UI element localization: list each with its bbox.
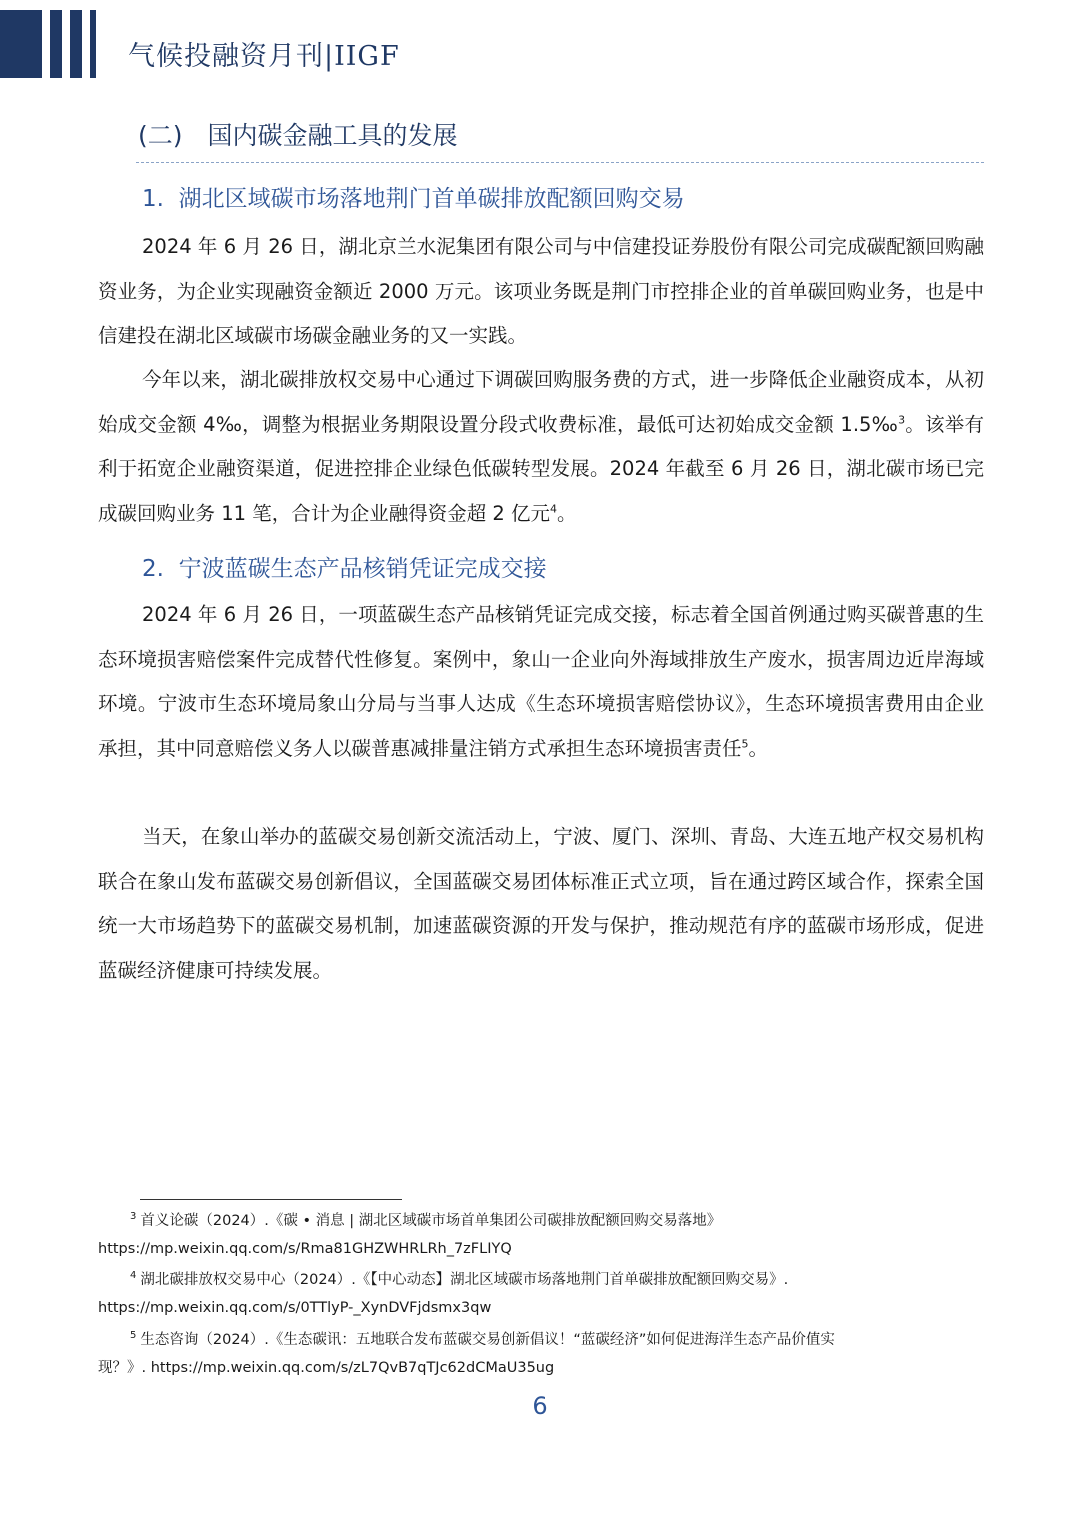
footnote-ref-3[interactable]: 3 [898,413,906,426]
footnote-number: 5 [130,1330,137,1342]
footnote-text[interactable]: 现？》. https://mp.weixin.qq.com/s/zL7QvB7qTJc62dCMaU35ug [98,1360,555,1376]
paragraph-text: 2024 年 6 月 26 日，一项蓝碳生态产品核销凭证完成交接，标志着全国首例通过购买碳普惠的生态环境损害赔偿案件完成替代性修复。案例中，象山一企业向外海域排放生产废水，损害周边近岸海域环境。宁波市生态环境局象山分局与当事人达成《生态环境损害赔偿协议》，生态环境损害费用由企业承担，其中同意赔偿义务人以碳普惠减排量注销方式承担生态环境损害责任 [98,603,984,760]
paragraph-text: 。 [748,736,769,760]
header-bar [70,10,82,78]
page-number: 6 [532,1392,548,1420]
footnote-divider [140,1199,402,1200]
footnote-text: 湖北碳排放权交易中心（2024）.《【中心动态】湖北区域碳市场落地荆门首单碳排放配额回购交易》. [140,1272,789,1288]
footnote-url[interactable]: https://mp.weixin.qq.com/s/0TTlyP-_XynDVFjdsmx3qw [98,1300,492,1316]
paragraph-text: 2024 年 6 月 26 日，湖北京兰水泥集团有限公司与中信建投证券股份有限公司完成碳配额回购融资业务，为企业实现融资金额近 2000 万元。该项业务既是荆门市控排企业的首单碳回购业务，也是中信建投在湖北区域碳市场碳金融业务的又一实践。 [98,235,984,347]
footnote-text: 首义论碳（2024）.《碳 • 消息 | 湖北区域碳市场首单集团公司碳排放配额回购交易落地》 [140,1213,722,1229]
subsection-heading-1: 1. 湖北区域碳市场落地荆门首单碳排放配额回购交易 [142,186,685,212]
paragraph-1-2 [98,358,984,536]
section-title: (二) 国内碳金融工具的发展 [138,121,458,150]
header-bar [0,10,42,78]
paragraph-text: 。该举有利于拓宽企业融资渠道，促进控排企业绿色低碳转型发展。2024 年截至 6 月 26 日，湖北碳市场已完成碳回购业务 11 笔，合计为企业融得资金超 2 亿元 [98,412,984,525]
publication-title: 气候投融资月刊|IIGF [128,41,400,72]
footnote-ref-4[interactable]: 4 [550,502,558,515]
footnote-number: 4 [130,1270,137,1282]
subsection-heading-2: 2. 宁波蓝碳生态产品核销凭证完成交接 [142,556,547,582]
paragraph-text: 。 [557,501,577,525]
section-divider [136,162,984,163]
footnote-url[interactable]: https://mp.weixin.qq.com/s/Rma81GHZWHRLRh_7zFLIYQ [98,1241,512,1257]
footnote-3 [98,1207,984,1263]
header-bar [90,10,96,78]
footnote-4 [98,1266,984,1322]
footnote-text: 生态咨询（2024）.《生态碳讯：五地联合发布蓝碳交易创新倡议！“蓝碳经济”如何促进海洋生态产品价值实 [140,1332,835,1348]
paragraph-1-1 [98,225,984,359]
footnote-number: 3 [130,1211,137,1223]
paragraph-2-1 [98,593,984,771]
paragraph-text: 当天，在象山举办的蓝碳交易创新交流活动上，宁波、厦门、深圳、青岛、大连五地产权交易机构联合在象山发布蓝碳交易创新倡议，全国蓝碳交易团体标准正式立项，旨在通过跨区域合作，探索全国统一大市场趋势下的蓝碳交易机制，加速蓝碳资源的开发与保护，推动规范有序的蓝碳市场形成，促进蓝碳经济健康可持续发展。 [98,825,984,982]
header-bar [50,10,62,78]
footnote-5 [98,1326,984,1382]
paragraph-text: 今年以来，湖北碳排放权交易中心通过下调碳回购服务费的方式，进一步降低企业融资成本，从初始成交金额 4‰，调整为根据业务期限设置分段式收费标准，最低可达初始成交金额 1.5‰ [98,368,984,436]
paragraph-2-2 [98,815,984,993]
footnote-ref-5[interactable]: 5 [741,737,749,750]
